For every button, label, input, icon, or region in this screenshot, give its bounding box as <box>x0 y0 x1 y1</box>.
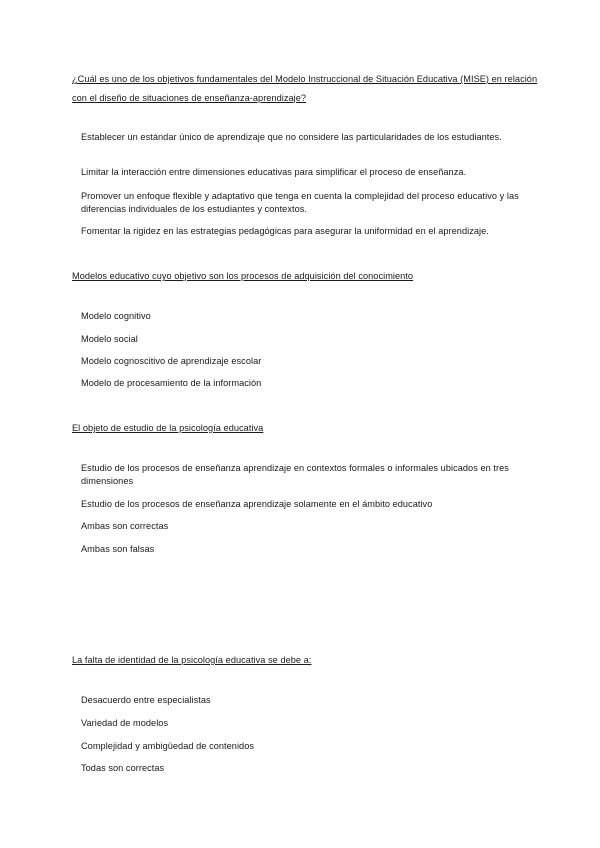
question-2-option-1: Modelo cognitivo <box>81 311 151 321</box>
question-1-text: ¿Cuál es uno de los objetivos fundamentales del Modelo Instruccional de Situación Educativa (MISE) en relación con el diseño de situaciones de enseñanza-aprendizaje? <box>72 74 538 103</box>
question-1-option-4: Fomentar la rigidez en las estrategias pedagógicas para asegurar la uniformidad en el aprendizaje. <box>81 226 489 236</box>
question-4-option-1: Desacuerdo entre especialistas <box>81 695 211 705</box>
question-4-text: La falta de identidad de la psicología educativa se debe a: <box>72 655 312 665</box>
question-1-option-2: Limitar la interacción entre dimensiones educativas para simplificar el proceso de enseñanza. <box>81 167 467 177</box>
question-4-option-2: Variedad de modelos <box>81 718 169 728</box>
question-3-option-2: Estudio de los procesos de enseñanza aprendizaje solamente en el ámbito educativo <box>81 499 433 509</box>
question-3-option-3: Ambas son correctas <box>81 521 169 531</box>
question-2-option-2: Modelo social <box>81 334 138 344</box>
question-3-option-1: Estudio de los procesos de enseñanza aprendizaje en contextos formales o informales ubicados en tres dimensiones <box>81 463 509 486</box>
question-2-option-3: Modelo cognoscitivo de aprendizaje escolar <box>81 356 262 366</box>
question-2-option-4: Modelo de procesamiento de la información <box>81 378 262 388</box>
question-1-option-1: Establecer un estándar único de aprendizaje que no considere las particularidades de los estudiantes. <box>81 132 502 142</box>
question-3-text: El objeto de estudio de la psicología educativa <box>72 423 264 433</box>
question-4-option-4: Todas son correctas <box>81 763 165 773</box>
question-4-option-3: Complejidad y ambigüedad de contenidos <box>81 741 255 751</box>
question-3-option-4: Ambas son falsas <box>81 544 155 554</box>
question-2-text: Modelos educativo cuyo objetivo son los procesos de adquisición del conocimiento <box>72 271 414 281</box>
question-1-option-3: Promover un enfoque flexible y adaptativo que tenga en cuenta la complejidad del proceso educativo y las diferencias individuales de los estudiantes y contextos. <box>81 191 519 214</box>
